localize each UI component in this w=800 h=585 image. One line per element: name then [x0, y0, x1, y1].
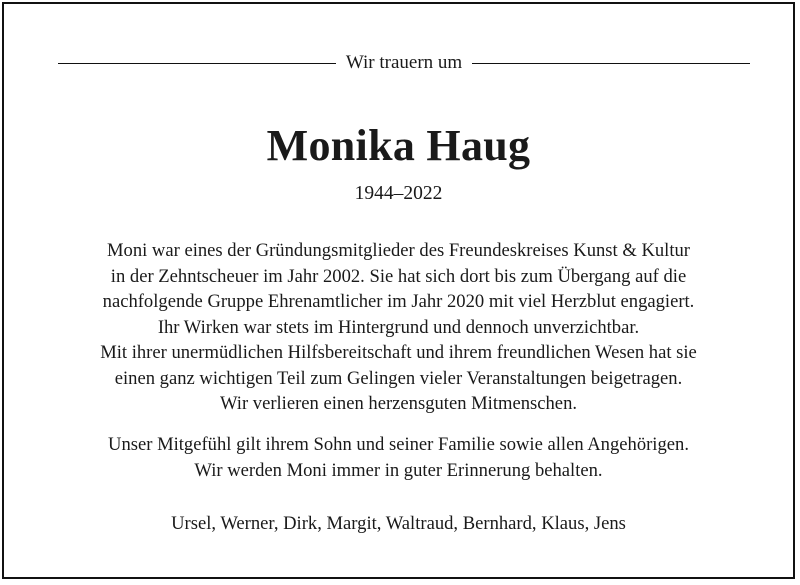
tribute-line: in der Zehntscheuer im Jahr 2002. Sie hat sich dort bis zum Übergang auf die — [110, 265, 687, 287]
tribute-line: Mit ihrer unermüdlichen Hilfsbereitschaft und ihrem freundlichen Wesen hat sie — [100, 342, 697, 363]
header-rule-right — [472, 63, 750, 64]
deceased-name: Monika Haug — [266, 121, 531, 170]
tribute-paragraph — [4, 238, 793, 417]
signatories: Ursel, Werner, Dirk, Margit, Waltraud, Bernhard, Klaus, Jens — [171, 513, 626, 534]
obituary-notice — [2, 2, 795, 579]
condolence-line: Wir werden Moni immer in guter Erinnerung behalten. — [194, 459, 603, 481]
header-rule-left — [58, 63, 336, 64]
condolence-line: Unser Mitgefühl gilt ihrem Sohn und seiner Familie sowie allen Angehörigen. — [108, 434, 689, 455]
header-label: Wir trauern um — [345, 52, 463, 73]
tribute-line: Wir verlieren einen herzensguten Mitmenschen. — [219, 393, 578, 414]
tribute-line: nachfolgende Gruppe Ehrenamtlicher im Jahr 2020 mit viel Herzblut engagiert. — [102, 291, 695, 312]
tribute-line: einen ganz wichtigen Teil zum Gelingen vieler Veranstaltungen beigetragen. — [114, 367, 683, 389]
life-years: 1944–2022 — [354, 183, 443, 204]
condolence-paragraph — [4, 432, 793, 483]
header — [58, 50, 750, 76]
tribute-line: Ihr Wirken war stets im Hintergrund und dennoch unverzichtbar. — [157, 316, 640, 338]
tribute-line: Moni war eines der Gründungsmitglieder des Freundeskreises Kunst & Kultur — [106, 240, 691, 261]
